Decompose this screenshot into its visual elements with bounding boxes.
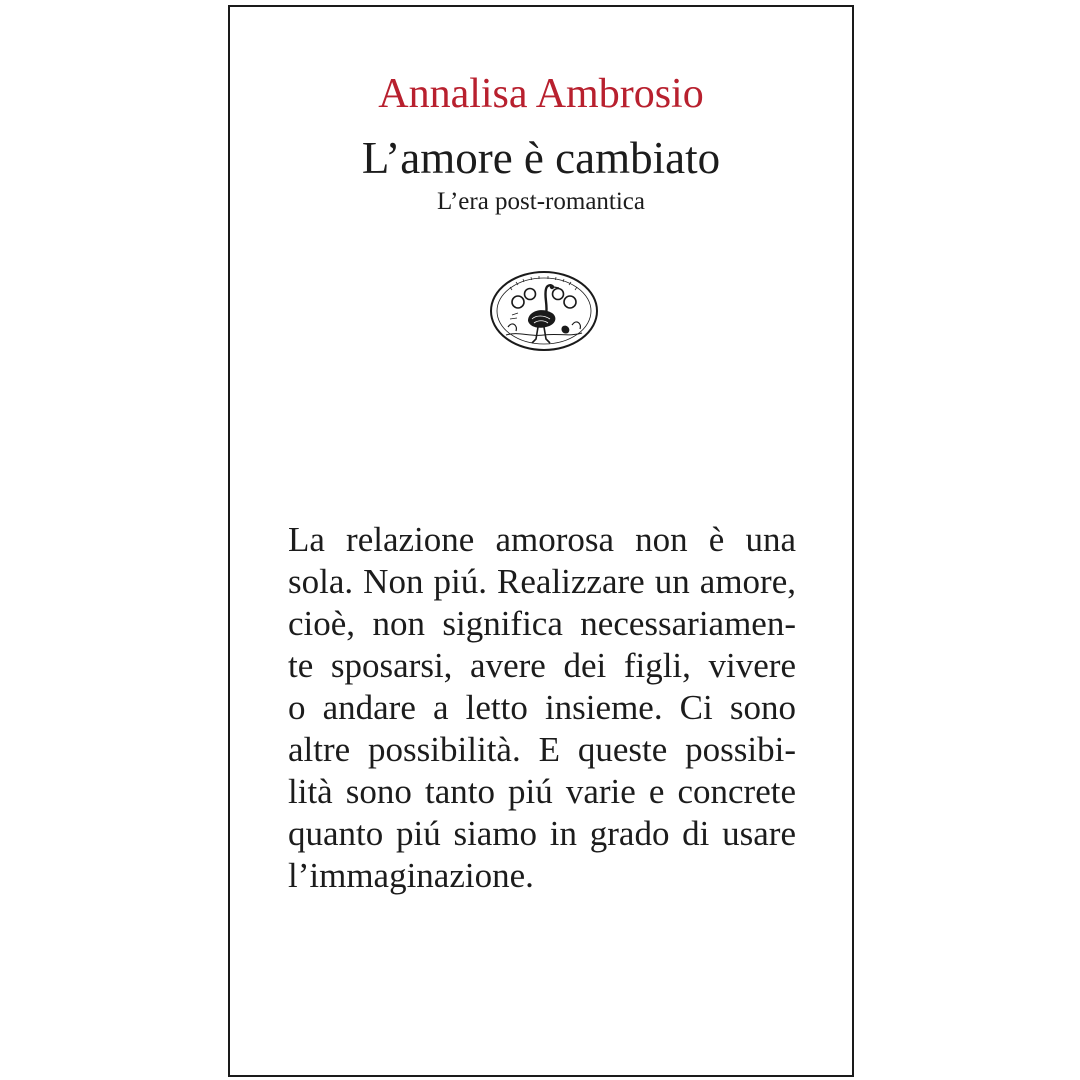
ostrich-emblem-icon	[488, 269, 600, 353]
blurb-line: sola. Non piú. Realizzare un amore,	[288, 562, 796, 601]
blurb-line: cioè, non significa necessariamen-	[288, 604, 796, 643]
blurb-line: o andare a letto insieme. Ci sono	[288, 688, 796, 727]
blurb-line: altre possibilità. E queste possibi-	[288, 730, 796, 769]
blurb-line: La relazione amorosa non è una	[288, 520, 796, 559]
book-subtitle: L’era post-romantica	[436, 188, 646, 215]
blurb-text	[288, 519, 796, 897]
author-name: Annalisa Ambrosio	[378, 71, 704, 117]
blurb-line: l’immaginazione.	[288, 856, 534, 895]
blurb-line: lità sono tanto piú varie e concrete	[288, 772, 796, 811]
book-title: L’amore è cambiato	[361, 133, 721, 183]
blurb-line: quanto piú siamo in grado di usare	[288, 814, 796, 853]
book-cover	[228, 5, 854, 1077]
blurb-line: te sposarsi, avere dei figli, vivere	[288, 646, 796, 685]
